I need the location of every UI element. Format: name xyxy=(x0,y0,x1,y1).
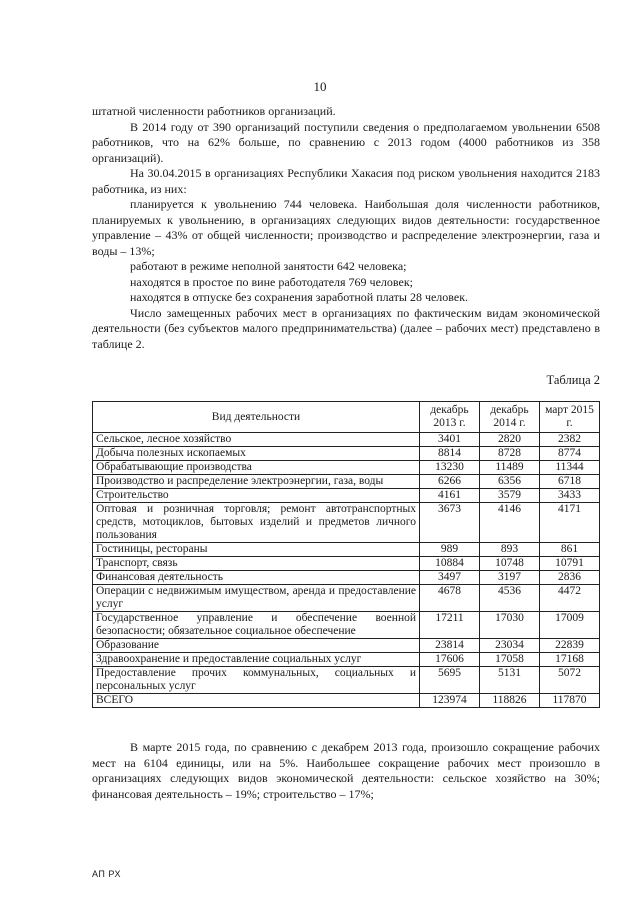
value-cell: 10791 xyxy=(540,557,600,571)
paragraph-workplaces-intro: Число замещенных рабочих мест в организациях по фактическим видам экономической деятельности (без субъектов малого предпринимательства) (далее – рабочих мест) представлено в таблице 2. xyxy=(92,305,600,351)
activity-cell: Добыча полезных ископаемых xyxy=(93,447,420,461)
value-cell: 8774 xyxy=(540,447,600,461)
table-caption: Таблица 2 xyxy=(546,373,600,387)
activity-cell: Финансовая деятельность xyxy=(93,571,420,585)
activity-cell: Сельское, лесное хозяйство xyxy=(93,433,420,447)
value-cell: 6266 xyxy=(420,475,480,489)
value-cell: 118826 xyxy=(480,694,540,708)
body-text-top xyxy=(92,104,600,352)
activity-cell: Обрабатывающие производства xyxy=(93,461,420,475)
activity-cell: Строительство xyxy=(93,489,420,503)
table-row xyxy=(93,475,600,489)
paragraph-risk-dismissal: На 30.04.2015 в организациях Республики Хакасия под риском увольнения находится 2183 работника, из них: xyxy=(92,166,600,196)
value-cell: 3497 xyxy=(420,571,480,585)
value-cell: 6356 xyxy=(480,475,540,489)
value-cell: 4472 xyxy=(540,585,600,612)
table-row xyxy=(93,503,600,543)
value-cell: 3197 xyxy=(480,571,540,585)
table-row xyxy=(93,639,600,653)
value-cell: 4678 xyxy=(420,585,480,612)
value-cell: 17009 xyxy=(540,612,600,639)
value-cell: 4161 xyxy=(420,489,480,503)
paragraph-part-time: работают в режиме неполной занятости 642 человека; xyxy=(130,259,407,273)
value-cell: 2836 xyxy=(540,571,600,585)
value-cell: 13230 xyxy=(420,461,480,475)
header-dec-2013: декабрь 2013 г. xyxy=(420,402,480,433)
value-cell: 22839 xyxy=(540,639,600,653)
activity-cell: Производство и распределение электроэнергии, газа, воды xyxy=(93,475,420,489)
value-cell: 893 xyxy=(480,543,540,557)
value-cell: 3673 xyxy=(420,503,480,543)
activity-cell: Предоставление прочих коммунальных, социальных и персональных услуг xyxy=(93,667,420,694)
value-cell: 6718 xyxy=(540,475,600,489)
footer-label: АП РХ xyxy=(92,869,121,879)
table-body xyxy=(93,433,600,708)
table-row xyxy=(93,433,600,447)
workplaces-table xyxy=(92,401,600,708)
value-cell: 17211 xyxy=(420,612,480,639)
value-cell: 17058 xyxy=(480,653,540,667)
value-cell: 17168 xyxy=(540,653,600,667)
value-cell: 23034 xyxy=(480,639,540,653)
table-row xyxy=(93,667,600,694)
activity-cell: Образование xyxy=(93,639,420,653)
header-activity: Вид деятельности xyxy=(93,402,420,433)
value-cell: 4146 xyxy=(480,503,540,543)
paragraph-reduction: В марте 2015 года, по сравнению с декабрем 2013 года, произошло сокращение рабочих мест на 6104 единицы, или на 5%. Наибольшее сокращение рабочих мест произошло в организациях следующих видов экономической деятельности: сельское хозяйство на 30%; финансовая деятельность – 19%; строительство – 17%; xyxy=(92,740,600,801)
value-cell: 17030 xyxy=(480,612,540,639)
value-cell: 11489 xyxy=(480,461,540,475)
activity-cell: Гостиницы, рестораны xyxy=(93,543,420,557)
value-cell: 8728 xyxy=(480,447,540,461)
value-cell: 989 xyxy=(420,543,480,557)
activity-cell: ВСЕГО xyxy=(93,694,420,708)
table-row xyxy=(93,489,600,503)
table-header-row xyxy=(93,402,600,433)
value-cell: 5695 xyxy=(420,667,480,694)
table-row xyxy=(93,653,600,667)
table-row xyxy=(93,461,600,475)
activity-cell: Оптовая и розничная торговля; ремонт автотранспортных средств, мотоциклов, бытовых изделий и предметов личного пользования xyxy=(93,503,420,543)
paragraph-planned-dismissal: планируется к увольнению 744 человека. Наибольшая доля численности работников, планируемых к увольнению, в организациях следующих видов деятельности: государственное управление – 43% от общей численности; производство и распределение электроэнергии, газа и воды – 13%; xyxy=(92,197,600,258)
value-cell: 23814 xyxy=(420,639,480,653)
value-cell: 4536 xyxy=(480,585,540,612)
paragraph-2014-dismissals: В 2014 году от 390 организаций поступили сведения о предполагаемом увольнении 6508 работников, что на 62% больше, по сравнению с 2013 годом (4000 работников из 358 организаций). xyxy=(92,119,600,165)
table-row xyxy=(93,694,600,708)
paragraph-unpaid-leave: находятся в отпуске без сохранения заработной платы 28 человек. xyxy=(130,290,469,304)
value-cell: 3579 xyxy=(480,489,540,503)
activity-cell: Операции с недвижимым имуществом, аренда и предоставление услуг xyxy=(93,585,420,612)
activity-cell: Здравоохранение и предоставление социальных услуг xyxy=(93,653,420,667)
page-number: 10 xyxy=(313,79,327,94)
value-cell: 17606 xyxy=(420,653,480,667)
value-cell: 5072 xyxy=(540,667,600,694)
header-mar-2015: март 2015 г. xyxy=(540,402,600,433)
paragraph-idle: находятся в простое по вине работодателя 769 человек; xyxy=(130,274,413,289)
table-row xyxy=(93,585,600,612)
value-cell: 8814 xyxy=(420,447,480,461)
value-cell: 2820 xyxy=(480,433,540,447)
value-cell: 3401 xyxy=(420,433,480,447)
header-dec-2014: декабрь 2014 г. xyxy=(480,402,540,433)
activity-cell: Государственное управление и обеспечение военной безопасности; обязательное социальное обеспечение xyxy=(93,612,420,639)
value-cell: 10748 xyxy=(480,557,540,571)
value-cell: 3433 xyxy=(540,489,600,503)
value-cell: 11344 xyxy=(540,461,600,475)
table-row xyxy=(93,571,600,585)
value-cell: 2382 xyxy=(540,433,600,447)
paragraph-continuation: штатной численности работников организаций. xyxy=(92,104,336,118)
value-cell: 4171 xyxy=(540,503,600,543)
value-cell: 123974 xyxy=(420,694,480,708)
activity-cell: Транспорт, связь xyxy=(93,557,420,571)
table-row xyxy=(93,447,600,461)
value-cell: 10884 xyxy=(420,557,480,571)
value-cell: 117870 xyxy=(540,694,600,708)
value-cell: 861 xyxy=(540,543,600,557)
table-row xyxy=(93,543,600,557)
table-row xyxy=(93,612,600,639)
table-row xyxy=(93,557,600,571)
value-cell: 5131 xyxy=(480,667,540,694)
body-text-bottom xyxy=(92,740,600,802)
